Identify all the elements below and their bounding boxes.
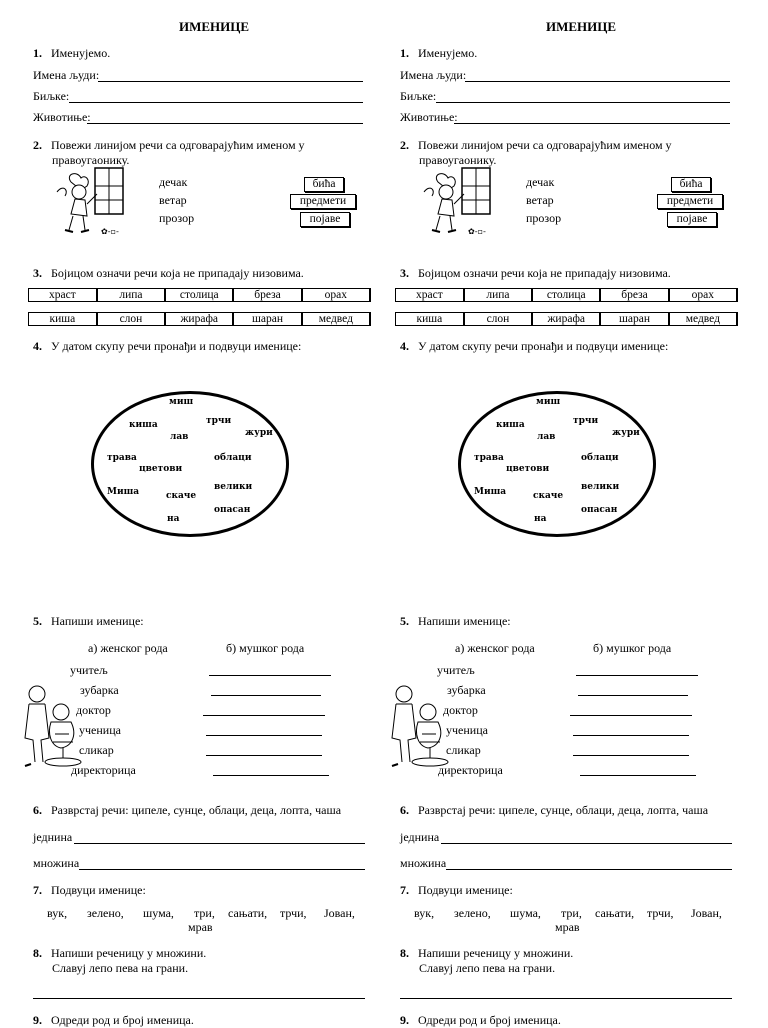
category-box[interactable]: предмети [657, 194, 723, 209]
q5-word: ученица [446, 723, 488, 737]
question-8: 8. Напиши реченицу у множини. Славуј лепо пева на грани. [400, 946, 574, 975]
q7-word[interactable]: зелено, [454, 906, 491, 920]
set-word[interactable]: киша [496, 420, 525, 430]
category-box[interactable]: бића [671, 177, 711, 192]
boy-at-window-illustration [51, 164, 151, 238]
answer-line[interactable] [400, 998, 732, 999]
set-word[interactable]: на [534, 514, 547, 524]
question-6: 6. Разврстај речи: ципеле, сунце, облаци, деца, лопта, чаша [33, 803, 342, 817]
q5-word: учитељ [70, 663, 108, 677]
worksheet-title: ИМЕНИЦЕ [545, 19, 617, 34]
set-word[interactable]: трава [474, 453, 504, 463]
category-box[interactable]: појаве [300, 212, 350, 227]
word-cell[interactable]: слон [464, 313, 532, 326]
q2-word[interactable]: ветар [159, 193, 187, 207]
set-word[interactable]: миш [536, 397, 561, 407]
q7-word[interactable]: сањати, [595, 906, 635, 920]
column-feminine-header: а) женског рода [455, 641, 535, 655]
word-cell[interactable]: медвед [669, 313, 737, 326]
field-animals[interactable]: Животиње: [33, 110, 363, 125]
question-1: 1. Именујемо. [400, 46, 478, 60]
q7-word[interactable]: три, [561, 906, 582, 920]
question-2: 2. Повежи линијом речи са одговарајућим именом у правоугаонику. [400, 138, 672, 167]
word-cell[interactable]: жирафа [532, 313, 600, 326]
set-word[interactable]: лав [170, 432, 189, 442]
question-3: 3. Бојицом означи речи која не припадају низовима. [33, 266, 304, 280]
answer-line[interactable] [206, 735, 322, 736]
worksheet-title: ИМЕНИЦЕ [178, 19, 250, 34]
word-cell[interactable]: киша [396, 313, 464, 326]
field-plants[interactable]: Биљке: [33, 89, 363, 104]
word-row-1 [28, 288, 371, 302]
q5-word: учитељ [437, 663, 475, 677]
category-box[interactable]: бића [304, 177, 344, 192]
question-9: 9. Одреди род и број именица. [33, 1013, 194, 1027]
q7-word[interactable]: шума, [143, 906, 174, 920]
category-box[interactable]: предмети [290, 194, 356, 209]
word-cell[interactable]: орах [302, 289, 370, 302]
column-masculine-header: б) мушког рода [226, 641, 305, 655]
word-cell[interactable]: шаран [600, 313, 668, 326]
q7-word[interactable]: Јован, [691, 906, 722, 920]
q2-word[interactable]: ветар [526, 193, 554, 207]
answer-line[interactable] [573, 735, 689, 736]
answer-line[interactable] [33, 998, 365, 999]
field-plural[interactable]: множина [400, 856, 732, 871]
q7-word[interactable]: три, [194, 906, 215, 920]
word-row-1 [395, 288, 738, 302]
question-9: 9. Одреди род и број именица. [400, 1013, 561, 1027]
q5-word: ученица [79, 723, 121, 737]
dentist-illustration [21, 682, 85, 770]
q5-word: директорица [71, 763, 136, 777]
word-cell[interactable]: столица [532, 289, 600, 302]
answer-line[interactable] [573, 755, 689, 756]
word-set-ellipse [91, 391, 289, 537]
svg-text:✿-▫-: ✿-▫- [468, 227, 486, 236]
question-1-text: Именујемо. [51, 46, 111, 60]
word-cell[interactable]: храст [396, 289, 464, 302]
set-word[interactable]: скаче [166, 491, 197, 501]
q5-word: доктор [443, 703, 478, 717]
question-4: 4. У датом скупу речи пронађи и подвуци именице: [400, 339, 669, 353]
field-plural[interactable]: множина [33, 856, 365, 871]
q2-word[interactable]: дечак [159, 175, 188, 189]
answer-line[interactable] [203, 715, 325, 716]
set-word[interactable]: облаци [581, 453, 619, 463]
q2-word[interactable]: прозор [526, 211, 562, 225]
word-cell[interactable]: бреза [233, 289, 301, 302]
question-8: 8. Напиши реченицу у множини. Славуј лепо пева на грани. [33, 946, 207, 975]
q2-word[interactable]: прозор [159, 211, 195, 225]
q7-word[interactable]: трчи, [647, 906, 674, 920]
answer-line[interactable] [211, 695, 321, 696]
svg-text:✿-▫-: ✿-▫- [101, 227, 119, 236]
question-7: 7. Подвуци именице: [400, 883, 513, 897]
word-cell[interactable]: жирафа [165, 313, 233, 326]
q5-word: сликар [79, 743, 114, 757]
set-word[interactable]: трчи [206, 416, 232, 426]
q7-word[interactable]: трчи, [280, 906, 307, 920]
set-word[interactable]: на [167, 514, 180, 524]
set-word[interactable]: цветови [139, 464, 183, 474]
answer-line[interactable] [209, 675, 331, 676]
field-singular[interactable]: једнина [400, 830, 732, 845]
question-3: 3. Бојицом означи речи која не припадају низовима. [400, 266, 671, 280]
set-word[interactable]: жури [612, 428, 640, 438]
answer-line[interactable] [570, 715, 692, 716]
question-4: 4. У датом скупу речи пронађи и подвуци именице: [33, 339, 302, 353]
question-1: 1. Именујемо. [33, 46, 111, 60]
q5-word: зубарка [447, 683, 486, 697]
field-plants[interactable]: Биљке: [400, 89, 730, 104]
q7-word[interactable]: вук, [47, 906, 68, 920]
worksheet-right [400, 0, 762, 1027]
word-set-ellipse [458, 391, 656, 537]
q7-word[interactable]: зелено, [87, 906, 124, 920]
word-cell[interactable]: липа [97, 289, 165, 302]
answer-line[interactable] [206, 755, 322, 756]
set-word[interactable]: киша [129, 420, 158, 430]
field-singular[interactable]: једнина [33, 830, 365, 845]
set-word[interactable]: цветови [506, 464, 550, 474]
field-animals[interactable]: Животиње: [400, 110, 730, 125]
set-word[interactable]: Миша [107, 487, 140, 497]
word-row-2 [395, 312, 738, 326]
q5-word: директорица [438, 763, 503, 777]
q5-word: зубарка [80, 683, 119, 697]
word-cell[interactable]: медвед [302, 313, 370, 326]
set-word[interactable]: облаци [214, 453, 252, 463]
category-box[interactable]: појаве [667, 212, 717, 227]
set-word[interactable]: жури [245, 428, 273, 438]
answer-line[interactable] [580, 775, 696, 776]
worksheet-left [33, 0, 395, 1027]
column-feminine-header: а) женског рода [88, 641, 168, 655]
question-1-text: Именујемо. [418, 46, 478, 60]
set-word[interactable]: миш [169, 397, 194, 407]
set-word[interactable]: Миша [474, 487, 507, 497]
question-6: 6. Разврстај речи: ципеле, сунце, облаци, деца, лопта, чаша [400, 803, 709, 817]
answer-line[interactable] [576, 675, 698, 676]
q7-word[interactable]: мрав [188, 920, 213, 934]
q7-word[interactable]: сањати, [228, 906, 268, 920]
q5-word: сликар [446, 743, 481, 757]
word-cell[interactable]: столица [165, 289, 233, 302]
word-cell[interactable]: бреза [600, 289, 668, 302]
set-word[interactable]: велики [581, 482, 620, 492]
column-masculine-header: б) мушког рода [593, 641, 672, 655]
word-cell[interactable]: храст [29, 289, 97, 302]
question-5: 5. Напиши именице: [400, 614, 511, 628]
question-2: 2. Повежи линијом речи са одговарајућим именом у правоугаонику. [33, 138, 305, 167]
q7-word[interactable]: шума, [510, 906, 541, 920]
dentist-illustration [388, 682, 452, 770]
field-people-names[interactable]: Имена људи: [400, 68, 730, 83]
q2-word[interactable]: дечак [526, 175, 555, 189]
set-word[interactable]: трава [107, 453, 137, 463]
q7-word[interactable]: вук, [414, 906, 435, 920]
set-word[interactable]: лав [537, 432, 556, 442]
word-row-2 [28, 312, 371, 326]
set-word[interactable]: скаче [533, 491, 564, 501]
word-cell[interactable]: орах [669, 289, 737, 302]
question-7: 7. Подвуци именице: [33, 883, 146, 897]
answer-line[interactable] [578, 695, 688, 696]
set-word[interactable]: велики [214, 482, 253, 492]
question-5: 5. Напиши именице: [33, 614, 144, 628]
word-cell[interactable]: слон [97, 313, 165, 326]
boy-at-window-illustration [418, 164, 518, 238]
set-word[interactable]: трчи [573, 416, 599, 426]
q7-word[interactable]: мрав [555, 920, 580, 934]
set-word[interactable]: опасан [214, 505, 251, 515]
set-word[interactable]: опасан [581, 505, 618, 515]
q7-word[interactable]: Јован, [324, 906, 355, 920]
field-people-names[interactable]: Имена људи: [33, 68, 363, 83]
answer-line[interactable] [213, 775, 329, 776]
word-cell[interactable]: киша [29, 313, 97, 326]
q5-word: доктор [76, 703, 111, 717]
word-cell[interactable]: шаран [233, 313, 301, 326]
word-cell[interactable]: липа [464, 289, 532, 302]
